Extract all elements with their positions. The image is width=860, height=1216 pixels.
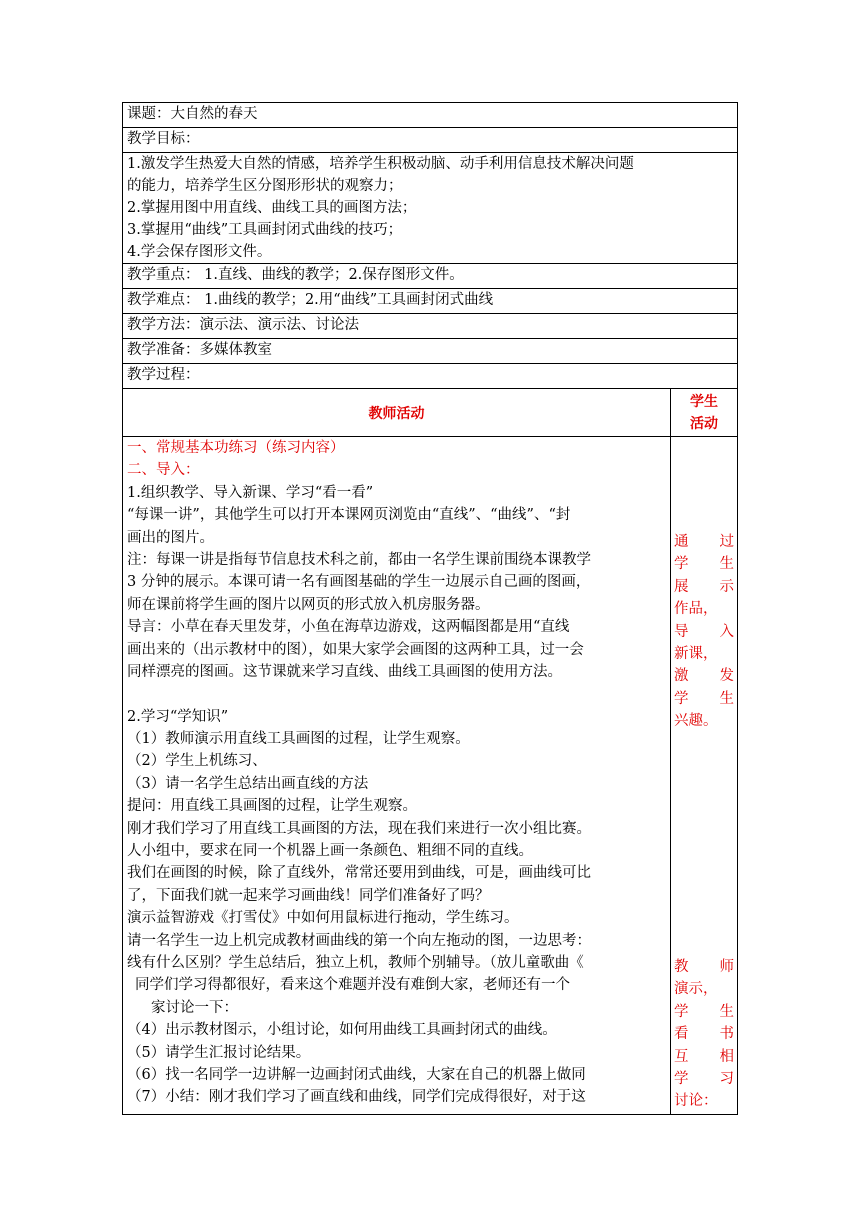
student-note-text: 发 xyxy=(719,668,734,685)
process-body-row xyxy=(123,437,737,1114)
student-note-line xyxy=(674,688,734,710)
student-note-line xyxy=(674,1023,734,1045)
student-note-line xyxy=(674,710,734,732)
teacher-activity-line: 导言：小草在春天里发芽，小鱼在海草边游戏，这两幅图都是用“直线 xyxy=(127,619,570,636)
teacher-activity-line xyxy=(127,683,666,705)
student-note-text: 讨论： xyxy=(674,1093,718,1110)
teacher-activity-line: 刚才我们学习了用直线工具画图的方法，现在我们来进行一次小组比赛。 xyxy=(127,820,591,837)
student-note-text: 学 xyxy=(674,1070,689,1087)
student-note-text: 师 xyxy=(719,959,734,975)
student-note-line xyxy=(674,598,734,620)
student-note-text: 学 xyxy=(674,556,689,573)
teacher-activity-line: 师在课前将学生画的图片以网页的形式放入机房服务器。 xyxy=(127,596,490,613)
teacher-activity-line: 二、导入： xyxy=(127,462,200,479)
student-note-line xyxy=(674,1068,734,1090)
student-note-text: 新课， xyxy=(674,645,718,662)
teacher-activity-line: （5）请学生汇报讨论结果。 xyxy=(127,1044,311,1061)
objective-line: 1.激发学生热爱大自然的情感，培养学生积极动脑、动手利用信息技术解决问题 xyxy=(127,156,634,172)
student-note-text: 学 xyxy=(674,690,689,707)
teacher-activity-line: （3）请一名学生总结出画直线的方法 xyxy=(127,775,369,792)
student-note-line xyxy=(674,553,734,575)
student-note-line xyxy=(674,1001,734,1023)
student-note-line xyxy=(674,1090,734,1112)
key-points-row: 教学重点： 1.直线、曲线的教学；2.保存图形文件。 xyxy=(123,264,737,289)
teacher-activity-line: （6）找一名同学一边讲解一边画封闭式曲线，大家在自己的机器上做同 xyxy=(127,1066,586,1083)
teacher-activity-line: 了，下面我们就一起来学习画曲线！同学们准备好了吗？ xyxy=(127,887,490,904)
student-note-text: 生 xyxy=(719,690,734,707)
student-note-text: 生 xyxy=(719,556,734,573)
student-header-line-2: 活动 xyxy=(690,415,718,432)
teacher-activity-line: 2.学习“学知识” xyxy=(127,708,229,725)
teacher-activity-line: “每课一讲”，其他学生可以打开本课网页浏览由“直线”、“曲线”、“封 xyxy=(127,507,571,524)
student-note-text: 看 xyxy=(674,1026,689,1043)
teacher-activity-line: 一、常规基本功练习（练习内容） xyxy=(127,440,345,456)
student-note-line xyxy=(674,1046,734,1068)
student-note-text: 相 xyxy=(719,1048,734,1065)
student-note-text: 书 xyxy=(719,1026,734,1043)
student-note-text: 入 xyxy=(719,623,734,640)
teacher-activity-line: 画出来的（出示教材中的图），如果大家学会画图的这两种工具，过一会 xyxy=(127,641,584,658)
teacher-activity-header: 教师活动 xyxy=(123,389,671,436)
teacher-activity-line: （2）学生上机练习、 xyxy=(127,753,267,770)
student-note-line xyxy=(674,956,734,978)
student-activity-column xyxy=(671,437,737,1114)
teacher-activity-line: 提问：用直线工具画图的过程，让学生观察。 xyxy=(127,798,417,815)
difficulties-row: 教学难点： 1.曲线的教学；2.用“曲线”工具画封闭式曲线 xyxy=(123,289,737,314)
teacher-activity-line: （1）教师演示用直线工具画图的过程，让学生观察。 xyxy=(127,731,470,748)
student-note-text: 生 xyxy=(719,1003,734,1020)
student-note-demo xyxy=(674,956,734,1113)
teacher-activity-line: 我们在画图的时候，除了直线外，常常还要用到曲线，可是，画曲线可比 xyxy=(127,865,591,882)
student-note-line xyxy=(674,621,734,643)
student-note-text: 过 xyxy=(719,534,734,550)
student-note-text: 演示， xyxy=(674,981,718,998)
teacher-activity-line: 1.组织教学、导入新课、学习“看一看” xyxy=(127,484,374,501)
objectives-label: 教学目标： xyxy=(123,128,737,153)
teacher-activity-line: 同学们学习得都很好，看来这个难题并没有难倒大家，老师还有一个 xyxy=(135,977,570,994)
methods-row: 教学方法：演示法、演示法、讨论法 xyxy=(123,314,737,339)
teacher-activity-line: 画出的图片。 xyxy=(127,529,214,546)
lesson-plan-table xyxy=(122,102,738,1115)
teacher-activity-line: （7）小结：刚才我们学习了画直线和曲线，同学们完成得很好，对于这 xyxy=(127,1089,586,1106)
student-note-line xyxy=(674,978,734,1000)
objective-line: 3.掌握用“曲线”工具画封闭式曲线的技巧； xyxy=(127,222,403,238)
student-note-line xyxy=(674,665,734,687)
process-header-row xyxy=(123,389,737,437)
teacher-activity-line: 3 分钟的展示。本课可请一名有画图基础的学生一边展示自己画的图画， xyxy=(127,574,591,591)
student-note-line xyxy=(674,576,734,598)
student-note-text: 示 xyxy=(719,578,734,595)
teacher-activity-column xyxy=(123,437,671,1114)
teacher-activity-line: 同样漂亮的图画。这节课就来学习直线、曲线工具画图的使用方法。 xyxy=(127,663,562,680)
student-note-text: 导 xyxy=(674,623,689,640)
student-note-text: 教 xyxy=(674,959,689,975)
student-note-line xyxy=(674,531,734,553)
student-note-text: 展 xyxy=(674,578,689,595)
process-label: 教学过程： xyxy=(123,364,737,389)
student-note-text: 学 xyxy=(674,1003,689,1020)
objective-line: 2.掌握用图中用直线、曲线工具的画图方法； xyxy=(127,200,417,216)
teacher-activity-line: 人小组中，要求在同一个机器上画一条颜色、粗细不同的直线。 xyxy=(127,843,533,860)
teacher-activity-line: 演示益智游戏《打雪仗》中如何用鼠标进行拖动，学生练习。 xyxy=(127,910,519,927)
teacher-activity-line: （4）出示教材图示，小组讨论，如何用曲线工具画封闭式的曲线。 xyxy=(127,1022,557,1039)
student-note-text: 习 xyxy=(719,1070,734,1087)
teacher-activity-line: 请一名学生一边上机完成教材画曲线的第一个向左拖动的图，一边思考： xyxy=(127,932,591,949)
teacher-activity-line: 注：每课一讲是指每节信息技术科之前，都由一名学生课前围绕本课教学 xyxy=(127,551,591,568)
student-activity-header xyxy=(671,389,737,436)
objective-line: 的能力，培养学生区分图形形状的观察力； xyxy=(127,178,403,194)
student-note-text: 兴趣。 xyxy=(674,713,718,730)
student-note-line xyxy=(674,643,734,665)
student-note-text: 激 xyxy=(674,668,689,685)
topic-row: 课题：大自然的春天 xyxy=(123,103,737,128)
teacher-activity-line: 家讨论一下： xyxy=(151,999,238,1016)
preparation-row: 教学准备：多媒体教室 xyxy=(123,339,737,364)
student-header-line-1: 学生 xyxy=(690,393,718,410)
objectives-list xyxy=(127,153,733,263)
student-note-text: 互 xyxy=(674,1048,689,1065)
student-note-intro xyxy=(674,531,734,733)
objectives-row xyxy=(123,153,737,264)
student-note-text: 通 xyxy=(674,534,689,550)
objective-line: 4.学会保存图形文件。 xyxy=(127,244,272,260)
teacher-activity-line: 线有什么区别？学生总结后，独立上机，教师个别辅导。（放儿童歌曲《 xyxy=(127,954,584,971)
student-note-text: 作品， xyxy=(674,601,718,618)
